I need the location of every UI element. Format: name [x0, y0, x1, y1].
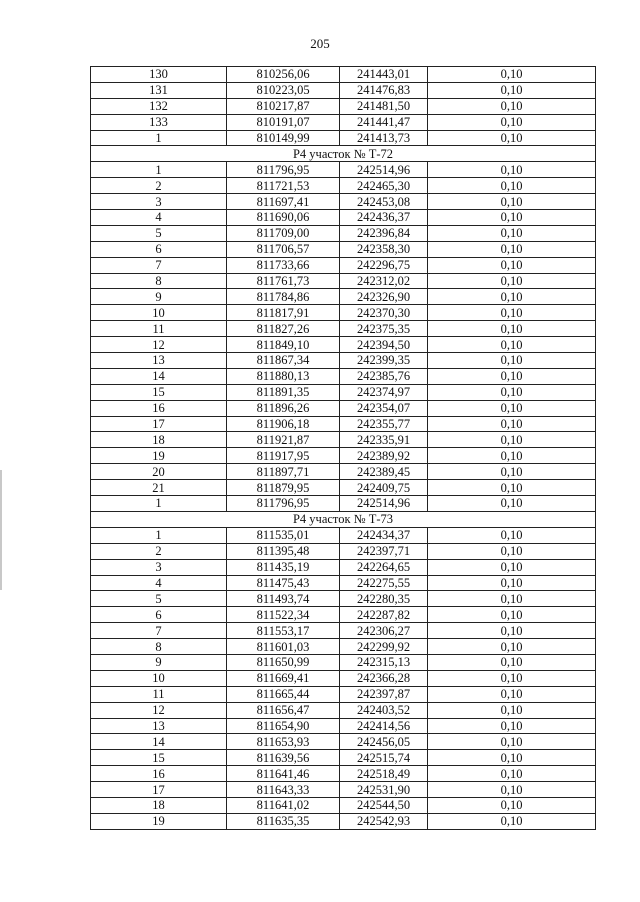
point-number-cell: 1 — [91, 162, 227, 178]
y-coordinate-cell: 242366,28 — [340, 670, 428, 686]
x-coordinate-cell: 811827,26 — [227, 321, 340, 337]
table-row — [91, 98, 596, 114]
accuracy-cell: 0,10 — [428, 130, 596, 146]
point-number-cell: 15 — [91, 750, 227, 766]
accuracy-cell: 0,10 — [428, 257, 596, 273]
x-coordinate-cell: 811690,06 — [227, 210, 340, 226]
x-coordinate-cell: 811897,71 — [227, 464, 340, 480]
x-coordinate-cell: 811880,13 — [227, 368, 340, 384]
point-number-cell: 13 — [91, 718, 227, 734]
accuracy-cell: 0,10 — [428, 432, 596, 448]
point-number-cell: 3 — [91, 194, 227, 210]
table-row — [91, 257, 596, 273]
table-row — [91, 734, 596, 750]
point-number-cell: 19 — [91, 448, 227, 464]
accuracy-cell: 0,10 — [428, 162, 596, 178]
point-number-cell: 4 — [91, 575, 227, 591]
section-title: Р4 участок № Т-73 — [91, 511, 596, 527]
accuracy-cell: 0,10 — [428, 289, 596, 305]
table-row — [91, 289, 596, 305]
point-number-cell: 18 — [91, 432, 227, 448]
table-row — [91, 797, 596, 813]
x-coordinate-cell: 811917,95 — [227, 448, 340, 464]
x-coordinate-cell: 811796,95 — [227, 162, 340, 178]
x-coordinate-cell: 811535,01 — [227, 527, 340, 543]
accuracy-cell: 0,10 — [428, 734, 596, 750]
table-row — [91, 702, 596, 718]
point-number-cell: 8 — [91, 639, 227, 655]
accuracy-cell: 0,10 — [428, 82, 596, 98]
y-coordinate-cell: 241481,50 — [340, 98, 428, 114]
coordinates-table-body — [91, 67, 596, 830]
table-row — [91, 82, 596, 98]
y-coordinate-cell: 242515,74 — [340, 750, 428, 766]
x-coordinate-cell: 811906,18 — [227, 416, 340, 432]
point-number-cell: 9 — [91, 654, 227, 670]
scan-edge-mark — [0, 470, 2, 590]
y-coordinate-cell: 242544,50 — [340, 797, 428, 813]
accuracy-cell: 0,10 — [428, 337, 596, 353]
coordinates-table — [90, 66, 596, 830]
point-number-cell: 17 — [91, 782, 227, 798]
point-number-cell: 16 — [91, 766, 227, 782]
x-coordinate-cell: 811493,74 — [227, 591, 340, 607]
y-coordinate-cell: 242385,76 — [340, 368, 428, 384]
table-row — [91, 194, 596, 210]
point-number-cell: 18 — [91, 797, 227, 813]
x-coordinate-cell: 811733,66 — [227, 257, 340, 273]
accuracy-cell: 0,10 — [428, 114, 596, 130]
section-header-row — [91, 146, 596, 162]
accuracy-cell: 0,10 — [428, 782, 596, 798]
y-coordinate-cell: 242399,35 — [340, 353, 428, 369]
point-number-cell: 1 — [91, 527, 227, 543]
x-coordinate-cell: 810223,05 — [227, 82, 340, 98]
x-coordinate-cell: 811669,41 — [227, 670, 340, 686]
point-number-cell: 10 — [91, 305, 227, 321]
table-row — [91, 273, 596, 289]
x-coordinate-cell: 811435,19 — [227, 559, 340, 575]
y-coordinate-cell: 242374,97 — [340, 384, 428, 400]
x-coordinate-cell: 811601,03 — [227, 639, 340, 655]
point-number-cell: 132 — [91, 98, 227, 114]
accuracy-cell: 0,10 — [428, 527, 596, 543]
table-row — [91, 575, 596, 591]
y-coordinate-cell: 242414,56 — [340, 718, 428, 734]
accuracy-cell: 0,10 — [428, 559, 596, 575]
point-number-cell: 6 — [91, 607, 227, 623]
table-row — [91, 130, 596, 146]
y-coordinate-cell: 242370,30 — [340, 305, 428, 321]
point-number-cell: 9 — [91, 289, 227, 305]
y-coordinate-cell: 242542,93 — [340, 813, 428, 829]
x-coordinate-cell: 811395,48 — [227, 543, 340, 559]
accuracy-cell: 0,10 — [428, 210, 596, 226]
table-row — [91, 321, 596, 337]
x-coordinate-cell: 810256,06 — [227, 67, 340, 83]
point-number-cell: 2 — [91, 178, 227, 194]
accuracy-cell: 0,10 — [428, 273, 596, 289]
accuracy-cell: 0,10 — [428, 670, 596, 686]
point-number-cell: 21 — [91, 480, 227, 496]
y-coordinate-cell: 242335,91 — [340, 432, 428, 448]
table-row — [91, 114, 596, 130]
table-row — [91, 67, 596, 83]
accuracy-cell: 0,10 — [428, 98, 596, 114]
table-row — [91, 766, 596, 782]
y-coordinate-cell: 241413,73 — [340, 130, 428, 146]
accuracy-cell: 0,10 — [428, 353, 596, 369]
point-number-cell: 17 — [91, 416, 227, 432]
table-row — [91, 400, 596, 416]
accuracy-cell: 0,10 — [428, 623, 596, 639]
table-row — [91, 559, 596, 575]
point-number-cell: 11 — [91, 686, 227, 702]
table-row — [91, 305, 596, 321]
x-coordinate-cell: 810191,07 — [227, 114, 340, 130]
y-coordinate-cell: 242287,82 — [340, 607, 428, 623]
table-row — [91, 178, 596, 194]
point-number-cell: 19 — [91, 813, 227, 829]
table-row — [91, 353, 596, 369]
accuracy-cell: 0,10 — [428, 766, 596, 782]
table-row — [91, 654, 596, 670]
table-row — [91, 210, 596, 226]
table-row — [91, 480, 596, 496]
y-coordinate-cell: 242465,30 — [340, 178, 428, 194]
point-number-cell: 133 — [91, 114, 227, 130]
table-row — [91, 448, 596, 464]
accuracy-cell: 0,10 — [428, 575, 596, 591]
point-number-cell: 7 — [91, 623, 227, 639]
x-coordinate-cell: 811653,93 — [227, 734, 340, 750]
table-row — [91, 368, 596, 384]
x-coordinate-cell: 811817,91 — [227, 305, 340, 321]
y-coordinate-cell: 242436,37 — [340, 210, 428, 226]
accuracy-cell: 0,10 — [428, 321, 596, 337]
y-coordinate-cell: 242326,90 — [340, 289, 428, 305]
point-number-cell: 10 — [91, 670, 227, 686]
x-coordinate-cell: 811643,33 — [227, 782, 340, 798]
point-number-cell: 14 — [91, 368, 227, 384]
section-header-row — [91, 511, 596, 527]
table-row — [91, 416, 596, 432]
accuracy-cell: 0,10 — [428, 448, 596, 464]
table-row — [91, 225, 596, 241]
accuracy-cell: 0,10 — [428, 464, 596, 480]
accuracy-cell: 0,10 — [428, 225, 596, 241]
y-coordinate-cell: 242306,27 — [340, 623, 428, 639]
x-coordinate-cell: 810217,87 — [227, 98, 340, 114]
accuracy-cell: 0,10 — [428, 797, 596, 813]
y-coordinate-cell: 242397,71 — [340, 543, 428, 559]
accuracy-cell: 0,10 — [428, 400, 596, 416]
table-row — [91, 241, 596, 257]
page-number: 205 — [310, 36, 330, 51]
point-number-cell: 130 — [91, 67, 227, 83]
x-coordinate-cell: 811665,44 — [227, 686, 340, 702]
y-coordinate-cell: 242518,49 — [340, 766, 428, 782]
y-coordinate-cell: 242354,07 — [340, 400, 428, 416]
y-coordinate-cell: 242296,75 — [340, 257, 428, 273]
accuracy-cell: 0,10 — [428, 591, 596, 607]
x-coordinate-cell: 811784,86 — [227, 289, 340, 305]
table-row — [91, 527, 596, 543]
y-coordinate-cell: 241441,47 — [340, 114, 428, 130]
table-row — [91, 623, 596, 639]
x-coordinate-cell: 811656,47 — [227, 702, 340, 718]
y-coordinate-cell: 242453,08 — [340, 194, 428, 210]
table-row — [91, 750, 596, 766]
table-row — [91, 686, 596, 702]
point-number-cell: 8 — [91, 273, 227, 289]
accuracy-cell: 0,10 — [428, 67, 596, 83]
x-coordinate-cell: 811650,99 — [227, 654, 340, 670]
accuracy-cell: 0,10 — [428, 368, 596, 384]
table-row — [91, 464, 596, 480]
point-number-cell: 1 — [91, 496, 227, 512]
accuracy-cell: 0,10 — [428, 607, 596, 623]
x-coordinate-cell: 810149,99 — [227, 130, 340, 146]
x-coordinate-cell: 811641,02 — [227, 797, 340, 813]
y-coordinate-cell: 242394,50 — [340, 337, 428, 353]
accuracy-cell: 0,10 — [428, 543, 596, 559]
y-coordinate-cell: 242514,96 — [340, 496, 428, 512]
y-coordinate-cell: 241476,83 — [340, 82, 428, 98]
point-number-cell: 16 — [91, 400, 227, 416]
y-coordinate-cell: 242389,45 — [340, 464, 428, 480]
x-coordinate-cell: 811639,56 — [227, 750, 340, 766]
accuracy-cell: 0,10 — [428, 305, 596, 321]
point-number-cell: 13 — [91, 353, 227, 369]
table-row — [91, 607, 596, 623]
accuracy-cell: 0,10 — [428, 686, 596, 702]
accuracy-cell: 0,10 — [428, 194, 596, 210]
x-coordinate-cell: 811761,73 — [227, 273, 340, 289]
table-row — [91, 543, 596, 559]
point-number-cell: 1 — [91, 130, 227, 146]
y-coordinate-cell: 242355,77 — [340, 416, 428, 432]
table-row — [91, 496, 596, 512]
point-number-cell: 3 — [91, 559, 227, 575]
table-row — [91, 782, 596, 798]
accuracy-cell: 0,10 — [428, 750, 596, 766]
accuracy-cell: 0,10 — [428, 718, 596, 734]
point-number-cell: 5 — [91, 225, 227, 241]
x-coordinate-cell: 811475,43 — [227, 575, 340, 591]
section-title: Р4 участок № Т-72 — [91, 146, 596, 162]
y-coordinate-cell: 241443,01 — [340, 67, 428, 83]
point-number-cell: 5 — [91, 591, 227, 607]
y-coordinate-cell: 242514,96 — [340, 162, 428, 178]
x-coordinate-cell: 811635,35 — [227, 813, 340, 829]
y-coordinate-cell: 242358,30 — [340, 241, 428, 257]
point-number-cell: 6 — [91, 241, 227, 257]
y-coordinate-cell: 242456,05 — [340, 734, 428, 750]
point-number-cell: 11 — [91, 321, 227, 337]
y-coordinate-cell: 242315,13 — [340, 654, 428, 670]
point-number-cell: 7 — [91, 257, 227, 273]
table-row — [91, 718, 596, 734]
accuracy-cell: 0,10 — [428, 702, 596, 718]
point-number-cell: 20 — [91, 464, 227, 480]
x-coordinate-cell: 811697,41 — [227, 194, 340, 210]
table-row — [91, 384, 596, 400]
x-coordinate-cell: 811706,57 — [227, 241, 340, 257]
y-coordinate-cell: 242275,55 — [340, 575, 428, 591]
point-number-cell: 2 — [91, 543, 227, 559]
y-coordinate-cell: 242299,92 — [340, 639, 428, 655]
y-coordinate-cell: 242280,35 — [340, 591, 428, 607]
y-coordinate-cell: 242531,90 — [340, 782, 428, 798]
x-coordinate-cell: 811709,00 — [227, 225, 340, 241]
point-number-cell: 14 — [91, 734, 227, 750]
point-number-cell: 12 — [91, 337, 227, 353]
point-number-cell: 4 — [91, 210, 227, 226]
x-coordinate-cell: 811921,87 — [227, 432, 340, 448]
accuracy-cell: 0,10 — [428, 416, 596, 432]
table-row — [91, 337, 596, 353]
x-coordinate-cell: 811641,46 — [227, 766, 340, 782]
y-coordinate-cell: 242264,65 — [340, 559, 428, 575]
point-number-cell: 131 — [91, 82, 227, 98]
accuracy-cell: 0,10 — [428, 654, 596, 670]
accuracy-cell: 0,10 — [428, 639, 596, 655]
y-coordinate-cell: 242389,92 — [340, 448, 428, 464]
y-coordinate-cell: 242312,02 — [340, 273, 428, 289]
accuracy-cell: 0,10 — [428, 384, 596, 400]
accuracy-cell: 0,10 — [428, 178, 596, 194]
point-number-cell: 12 — [91, 702, 227, 718]
y-coordinate-cell: 242396,84 — [340, 225, 428, 241]
x-coordinate-cell: 811522,34 — [227, 607, 340, 623]
y-coordinate-cell: 242434,37 — [340, 527, 428, 543]
y-coordinate-cell: 242409,75 — [340, 480, 428, 496]
table-row — [91, 432, 596, 448]
x-coordinate-cell: 811891,35 — [227, 384, 340, 400]
accuracy-cell: 0,10 — [428, 813, 596, 829]
x-coordinate-cell: 811721,53 — [227, 178, 340, 194]
point-number-cell: 15 — [91, 384, 227, 400]
y-coordinate-cell: 242397,87 — [340, 686, 428, 702]
x-coordinate-cell: 811553,17 — [227, 623, 340, 639]
x-coordinate-cell: 811654,90 — [227, 718, 340, 734]
accuracy-cell: 0,10 — [428, 496, 596, 512]
table-row — [91, 670, 596, 686]
x-coordinate-cell: 811867,34 — [227, 353, 340, 369]
table-row — [91, 813, 596, 829]
x-coordinate-cell: 811796,95 — [227, 496, 340, 512]
table-row — [91, 591, 596, 607]
x-coordinate-cell: 811849,10 — [227, 337, 340, 353]
y-coordinate-cell: 242375,35 — [340, 321, 428, 337]
accuracy-cell: 0,10 — [428, 480, 596, 496]
x-coordinate-cell: 811896,26 — [227, 400, 340, 416]
table-row — [91, 639, 596, 655]
accuracy-cell: 0,10 — [428, 241, 596, 257]
y-coordinate-cell: 242403,52 — [340, 702, 428, 718]
table-row — [91, 162, 596, 178]
x-coordinate-cell: 811879,95 — [227, 480, 340, 496]
